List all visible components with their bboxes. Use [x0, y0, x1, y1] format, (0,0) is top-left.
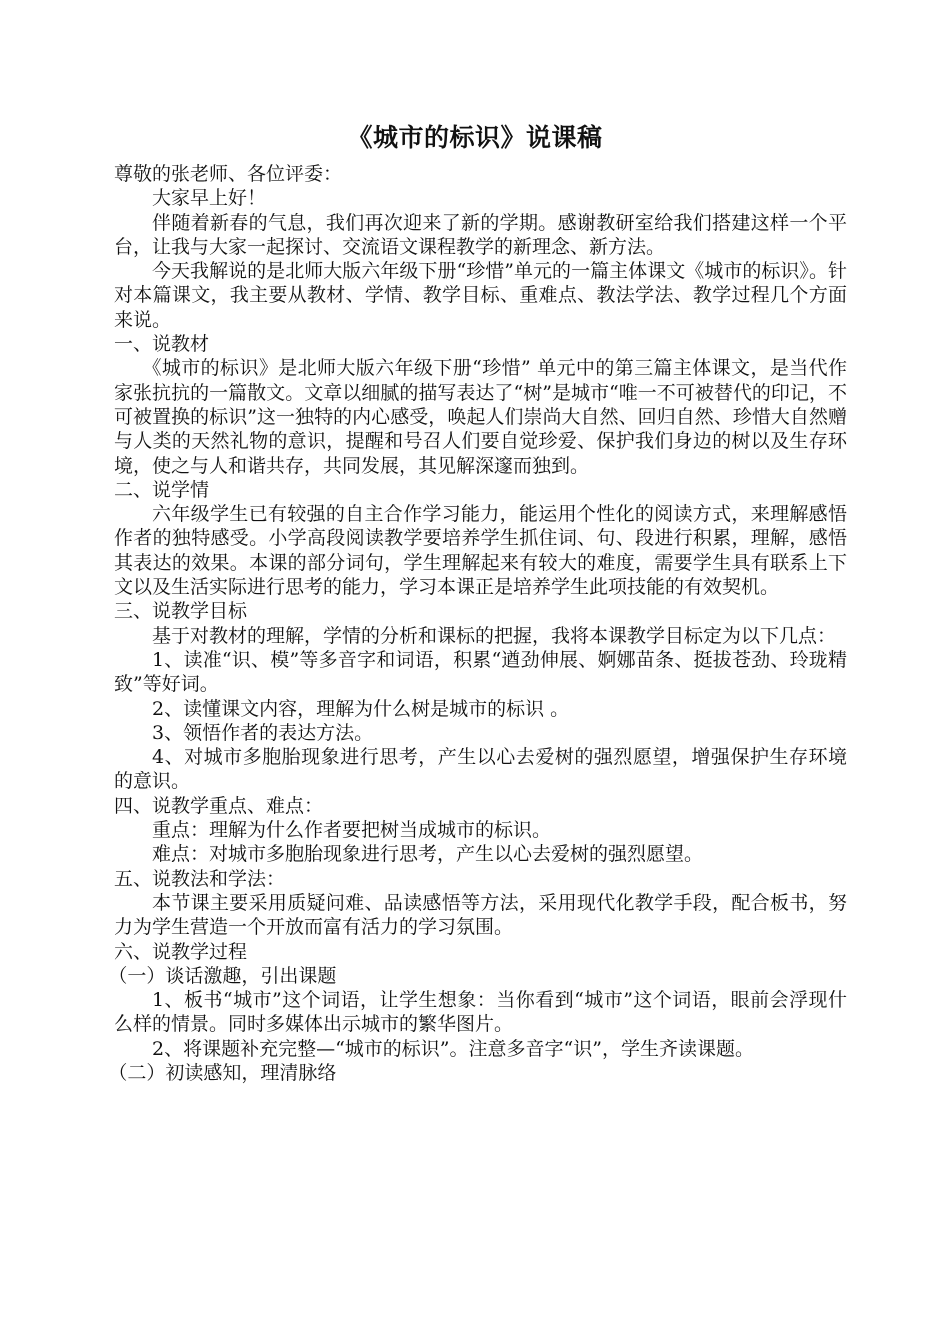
subsection-heading-1: （一）谈话激趣，引出课题	[108, 964, 337, 987]
document-body	[108, 162, 847, 1085]
document-title: 《城市的标识》说课稿	[347, 123, 603, 152]
process-item-2: 2、将课题补充完整—“城市的标识”。注意多音字“识”，学生齐读课题。	[152, 1037, 754, 1060]
goal-item-2: 2、读懂课文内容，理解为什么树是城市的标识 。	[152, 697, 570, 720]
section-heading-key-points: 四、说教学重点、难点：	[114, 794, 324, 817]
paragraph-methods: 本节课主要采用质疑问难、品读感悟等方法，采用现代化教学手段，配合板书，努力为学生营造一个开放而富有活力的学习氛围。	[114, 891, 847, 939]
paragraph-intro: 伴随着新春的气息，我们再次迎来了新的学期。感谢教研室给我们搭建这样一个平台，让我与大家一起探讨、交流语文课程教学的新理念、新方法。	[114, 211, 847, 258]
subsection-heading-2: （二）初读感知，理清脉络	[108, 1061, 337, 1084]
goal-item-1: 1、读准“识、模”等多音字和词语，积累“遒劲伸展、婀娜苗条、挺拔苍劲、玲珑精致”等好词。	[114, 648, 847, 696]
section-heading-students: 二、说学情	[114, 478, 210, 501]
section-heading-goals: 三、说教学目标	[114, 600, 248, 623]
difficult-point: 难点：对城市多胞胎现象进行思考，产生以心去爱树的强烈愿望。	[152, 843, 704, 866]
paragraph-students: 六年级学生已有较强的自主合作学习能力，能运用个性化的阅读方式，来理解感悟作者的独特感受。小学高段阅读教学要培养学生抓住词、句、段进行积累，理解，感悟其表达的效果。本课的部分词句，学生理解起来有较大的难度，需要学生具有联系上下文以及生活实际进行思考的能力，学习本课正是培养学生此项技能的有效契机。	[114, 503, 847, 599]
section-heading-process: 六、说教学过程	[114, 940, 248, 963]
goal-item-4: 4、对城市多胞胎现象进行思考，产生以心去爱树的强烈愿望，增强保护生存环境的意识。	[114, 746, 847, 793]
salutation: 尊敬的张老师、各位评委：	[114, 163, 343, 185]
paragraph-overview: 今天我解说的是北师大版六年级下册“珍惜”单元的一篇主体课文《城市的标识》。针对本篇课文，我主要从教材、学情、教学目标、重难点、教法学法、教学过程几个方面来说。	[114, 260, 847, 331]
paragraph-textbook: 《城市的标识》是北师大版六年级下册“珍惜” 单元中的第三篇主体课文，是当代作家张抗抗的一篇散文。文章以细腻的描写表达了“树”是城市“唯一不可被替代的印记，不可被置换的标识”这一独特的内心感受，唤起人们崇尚大自然、回归自然、珍惜大自然赠与人类的天然礼物的意识，提醒和号召人们要自觉珍爱、保护我们身边的树以及生存环境，使之与人和谐共存，共同发展，其见解深邃而独到。	[114, 357, 847, 477]
greeting: 大家早上好！	[152, 187, 267, 210]
section-heading-textbook: 一、说教材	[114, 333, 210, 356]
process-item-1: 1、板书“城市”这个词语，让学生想象：当你看到“城市”这个词语，眼前会浮现什么样的情景。同时多媒体出示城市的繁华图片。	[114, 989, 847, 1036]
goal-item-3: 3、领悟作者的表达方法。	[152, 721, 374, 744]
key-point: 重点：理解为什么作者要把树当成城市的标识。	[152, 819, 552, 842]
section-heading-methods: 五、说教法和学法：	[114, 867, 286, 890]
paragraph-goals-intro: 基于对教材的理解，学情的分析和课标的把握，我将本课教学目标定为以下几点：	[152, 624, 837, 647]
